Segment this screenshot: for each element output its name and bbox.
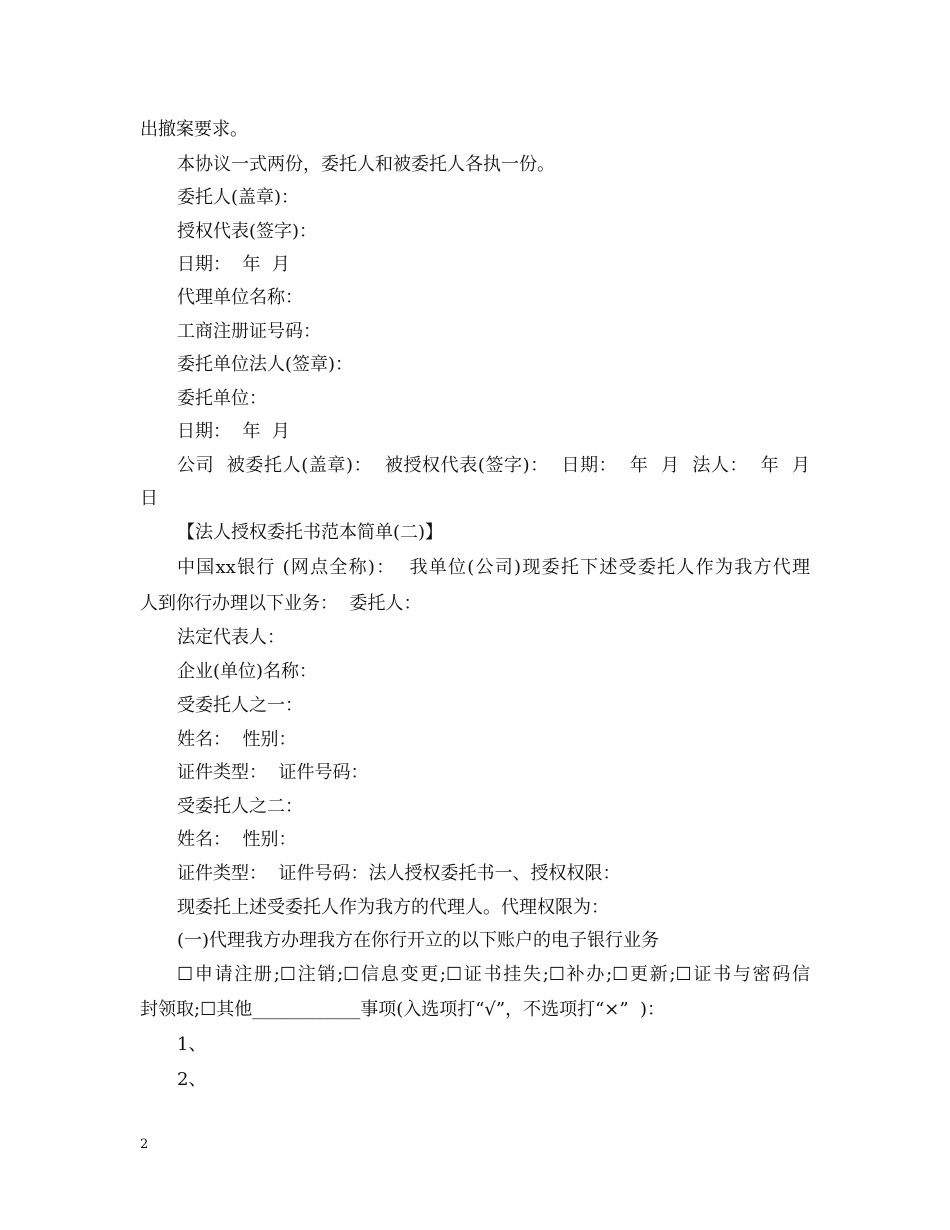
field-id-type-number: 证件类型： 证件号码： xyxy=(177,762,369,783)
field-date: 日期： 年 月 xyxy=(177,421,290,442)
label-agent-two: 受委托人之二： xyxy=(177,796,303,817)
section-heading: 【法人授权委托书范本简单(二)】 xyxy=(177,522,444,543)
field-business-registration-number: 工商注册证号码： xyxy=(177,321,321,342)
checkbox-options-line: ☐申请注册;☐注销;☐信息变更;☐证书挂失;☐补办;☐更新;☐证书与密码信 xyxy=(177,964,810,985)
text-line-bank-address-continuation: 人到你行办理以下业务： 委托人： xyxy=(140,593,422,614)
field-enterprise-name: 企业(单位)名称： xyxy=(177,661,318,682)
text-line-continuation: 出撤案要求。 xyxy=(140,119,248,140)
page-number: 2 xyxy=(140,1137,149,1152)
field-date: 日期： 年 月 xyxy=(177,254,290,275)
checkbox-options-continuation: 封领取;☐其他____________事项(入选项打“√”，不选项打“×” )： xyxy=(140,999,666,1020)
signature-row-continuation: 日 xyxy=(140,488,158,509)
text-line-authority-scope: 现委托上述受委托人作为我方的代理人。代理权限为： xyxy=(177,897,609,918)
field-authorized-rep-signature: 授权代表(签字)： xyxy=(177,221,318,242)
field-legal-representative: 法定代表人： xyxy=(177,627,285,648)
text-line-ebanking-business: (一)代理我方办理我方在你行开立的以下账户的电子银行业务 xyxy=(177,930,660,951)
field-name-gender: 姓名： 性别： xyxy=(177,829,297,850)
field-id-type-number-authority: 证件类型： 证件号码：法人授权委托书一、授权权限： xyxy=(177,863,621,884)
field-name-gender: 姓名： 性别： xyxy=(177,729,297,750)
text-line-bank-address: 中国xx银行 (网点全称)： 我单位(公司)现委托下述受委托人作为我方代理 xyxy=(177,557,810,578)
list-item-1: 1、 xyxy=(177,1034,207,1055)
list-item-2: 2、 xyxy=(177,1069,207,1090)
field-entrusting-legal-person: 委托单位法人(签章)： xyxy=(177,354,354,375)
field-agent-unit-name: 代理单位名称： xyxy=(177,287,303,308)
signature-row: 公司 被委托人(盖章)： 被授权代表(签字)： 日期： 年 月 法人： 年 月 xyxy=(177,455,810,476)
field-principal-seal: 委托人(盖章)： xyxy=(177,187,300,208)
label-agent-one: 受委托人之一： xyxy=(177,695,303,716)
text-line-copies-clause: 本协议一式两份，委托人和被委托人各执一份。 xyxy=(177,154,555,175)
field-entrusting-unit: 委托单位： xyxy=(177,388,267,409)
